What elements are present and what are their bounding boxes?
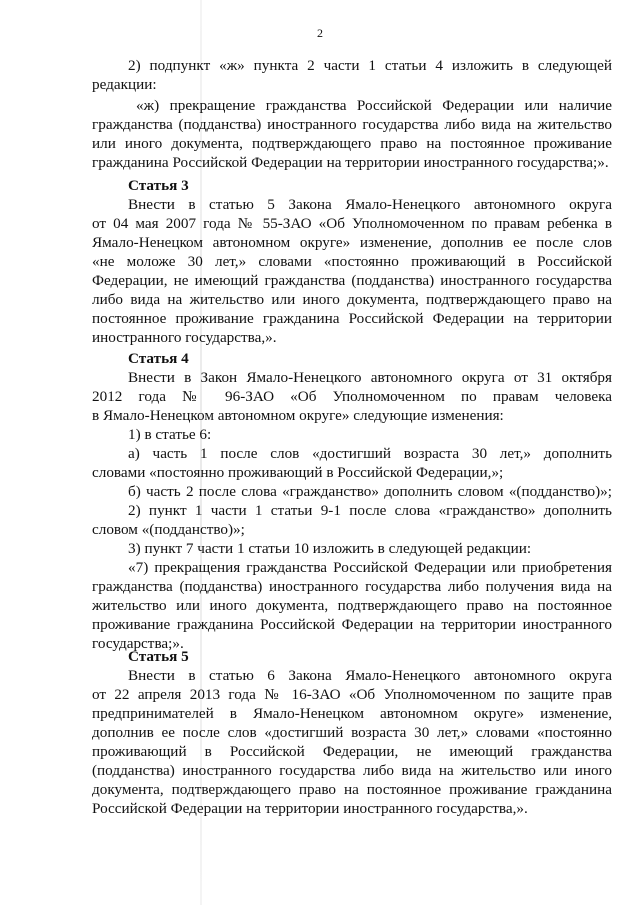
text-line: проживание гражданина Российской Федерации на территории иностранного <box>92 616 612 633</box>
text-line: либо вида на жительство или иного документа, подтверждающего право на <box>92 291 612 308</box>
text-line: документа, подтверждающего право на постоянное проживание гражданина <box>92 781 612 798</box>
text-line: проживающий в Российской Федерации, не имеющий гражданства <box>92 743 612 760</box>
text-line: 3) пункт 7 части 1 статьи 10 изложить в следующей редакции: <box>128 540 532 557</box>
text-line: от 22 апреля 2013 года № 16-ЗАО «Об Уполномоченном по защите прав <box>92 686 612 703</box>
text-line: иностранного государства,». <box>92 329 277 346</box>
text-line: словами «постоянно проживающий в Российской Федерации,»; <box>92 464 504 481</box>
text-line: постоянное проживание гражданина Российской Федерации на территории <box>92 310 612 327</box>
text-line: редакции: <box>92 76 157 93</box>
article-heading: Статья 4 <box>128 350 189 367</box>
article-4 <box>92 349 612 653</box>
text-line: Внести в статью 5 Закона Ямало-Ненецкого автономного округа <box>128 196 612 213</box>
text-line: от 04 мая 2007 года № 55-ЗАО «Об Уполномоченном по правам ребенка в <box>92 215 612 232</box>
text-line: Федерации, не имеющий гражданства (подданства) иностранного государства <box>92 272 612 289</box>
page-number: 2 <box>317 26 323 40</box>
text-line: Российской Федерации на территории иностранного государства,». <box>92 800 528 817</box>
text-line: жительство или иного документа, подтверждающего право на постоянное <box>92 597 612 614</box>
text-line: а) часть 1 после слов «достигший возраста 30 лет,» дополнить <box>128 445 612 462</box>
text-line: дополнив ее после слов «достигший возраста 30 лет,» словами «постоянно <box>92 724 612 741</box>
text-line: 2012 года № 96-ЗАО «Об Уполномоченном по правам человека <box>92 388 612 405</box>
text-line: «7) прекращения гражданства Российской Федерации или приобретения <box>128 559 612 576</box>
text-line: словом «(подданство)»; <box>92 521 245 538</box>
article-3 <box>92 176 612 347</box>
text-line: 2) подпункт «ж» пункта 2 части 1 статьи 4 изложить в следующей <box>128 57 612 74</box>
text-line: или иного документа, подтверждающего право на постоянное проживание <box>92 135 612 152</box>
article-heading: Статья 3 <box>128 177 189 194</box>
text-line: «ж) прекращение гражданства Российской Федерации или наличие <box>136 97 612 114</box>
text-line: гражданства (подданства) иностранного государства либо получения вида на <box>92 578 612 595</box>
article-heading: Статья 5 <box>128 648 189 665</box>
text-line: Внести в статью 6 Закона Ямало-Ненецкого автономного округа <box>128 667 612 684</box>
text-line: в Ямало-Ненецком автономном округе» следующие изменения: <box>92 407 504 424</box>
text-line: (подданства) иностранного государства либо вида на жительство или иного <box>92 762 612 779</box>
paragraph-quoted-zh <box>92 96 612 172</box>
text-line: Ямало-Ненецком автономном округе» изменение, дополнив ее после слов <box>92 234 612 251</box>
text-line: Внести в Закон Ямало-Ненецкого автономного округа от 31 октября <box>128 369 612 386</box>
text-line: б) часть 2 после слова «гражданство» дополнить словом «(подданство)»; <box>128 483 612 500</box>
text-line: 1) в статье 6: <box>128 426 212 443</box>
text-line: государства;». <box>92 635 184 652</box>
text-line: «не моложе 30 лет,» словами «постоянно проживающий в Российской <box>92 253 612 270</box>
text-line: 2) пункт 1 части 1 статьи 9-1 после слова «гражданство» дополнить <box>128 502 612 519</box>
text-line: гражданина Российской Федерации на территории иностранного государства;». <box>92 154 609 171</box>
article-5 <box>92 647 612 818</box>
text-line: предпринимателей в Ямало-Ненецком автономном округе» изменение, <box>92 705 612 722</box>
text-line: гражданства (подданства) иностранного государства либо вида на жительство <box>92 116 612 133</box>
paragraph-subitem-2 <box>92 56 612 94</box>
